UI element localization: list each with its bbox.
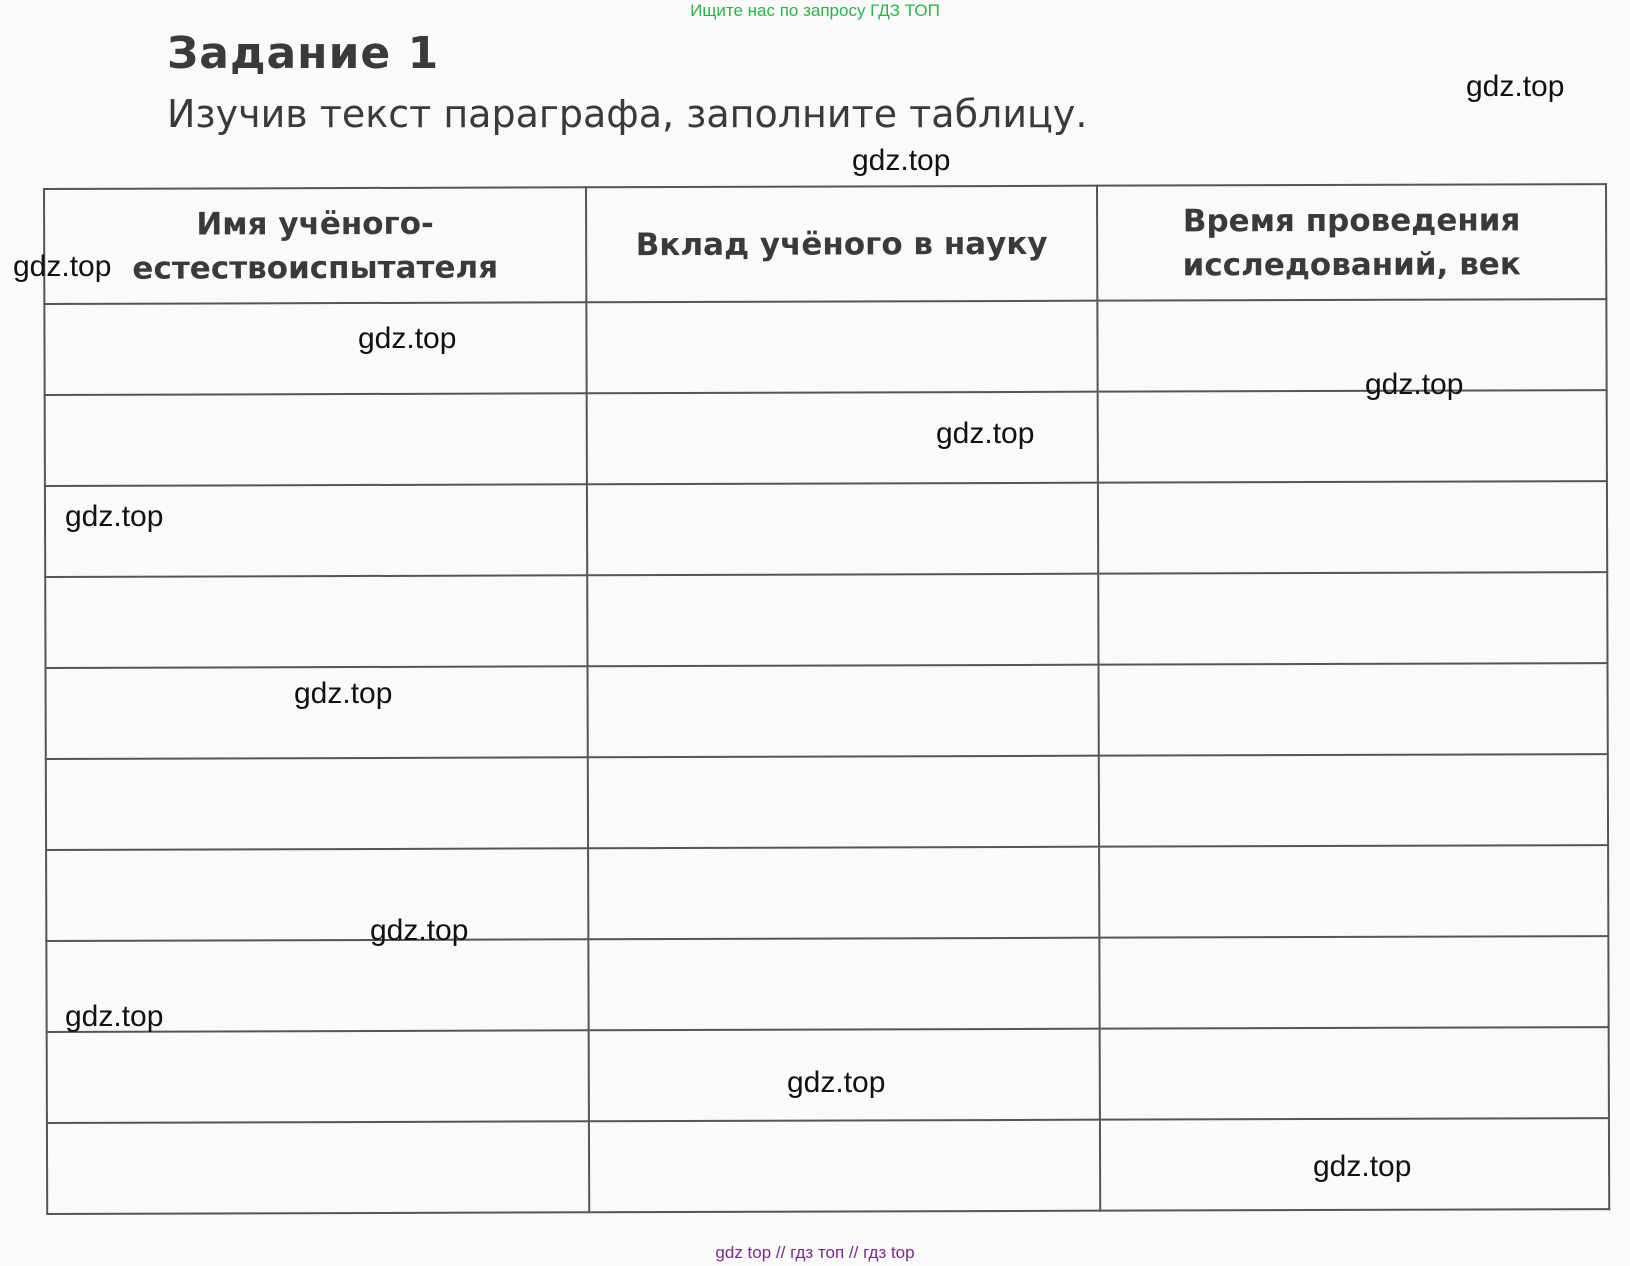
worksheet-table-container bbox=[43, 188, 1605, 1215]
watermark: gdz.top bbox=[294, 677, 393, 710]
watermark: gdz.top bbox=[1313, 1150, 1412, 1183]
table-row bbox=[46, 936, 1608, 1032]
cell-contribution[interactable] bbox=[588, 847, 1099, 940]
cell-research-century[interactable] bbox=[1099, 845, 1608, 938]
watermark: gdz.top bbox=[936, 417, 1035, 450]
cell-research-century[interactable] bbox=[1100, 1027, 1609, 1120]
header-contribution: Вклад учёного в науку bbox=[586, 186, 1097, 303]
cell-research-century[interactable] bbox=[1098, 390, 1607, 483]
watermark: gdz.top bbox=[65, 1000, 164, 1033]
cell-scientist-name[interactable] bbox=[46, 757, 588, 850]
watermark: gdz.top bbox=[787, 1066, 886, 1099]
table-row bbox=[45, 572, 1607, 668]
cell-contribution[interactable] bbox=[588, 665, 1099, 758]
cell-contribution[interactable] bbox=[586, 301, 1097, 394]
watermark: gdz.top bbox=[1365, 368, 1464, 401]
top-banner: Ищите нас по запросу ГДЗ ТОП bbox=[690, 1, 940, 20]
watermark: gdz.top bbox=[370, 914, 469, 947]
cell-scientist-name[interactable] bbox=[46, 848, 588, 941]
table-row bbox=[45, 390, 1607, 486]
table-row bbox=[45, 481, 1607, 577]
bottom-banner: gdz top // гдз топ // гдз top bbox=[715, 1243, 915, 1262]
cell-contribution[interactable] bbox=[588, 756, 1099, 849]
cell-scientist-name[interactable] bbox=[44, 302, 586, 395]
cell-contribution[interactable] bbox=[589, 1120, 1100, 1213]
cell-contribution[interactable] bbox=[588, 938, 1099, 1031]
cell-research-century[interactable] bbox=[1098, 481, 1607, 574]
cell-research-century[interactable] bbox=[1099, 754, 1608, 847]
cell-scientist-name[interactable] bbox=[47, 1030, 589, 1123]
table-row bbox=[46, 663, 1608, 759]
watermark: gdz.top bbox=[13, 250, 112, 283]
watermark: gdz.top bbox=[852, 144, 951, 177]
task-instruction: Изучив текст параграфа, заполните таблицу. bbox=[167, 92, 1088, 136]
cell-research-century[interactable] bbox=[1099, 663, 1608, 756]
scientists-table bbox=[43, 183, 1610, 1215]
table-row bbox=[46, 754, 1608, 850]
header-research-century: Время проведения исследований, век bbox=[1097, 184, 1606, 301]
cell-scientist-name[interactable] bbox=[47, 1121, 589, 1214]
cell-research-century[interactable] bbox=[1097, 299, 1606, 392]
watermark: gdz.top bbox=[1466, 70, 1565, 103]
watermark: gdz.top bbox=[358, 322, 457, 355]
cell-research-century[interactable] bbox=[1099, 936, 1608, 1029]
table-header-row bbox=[44, 184, 1606, 304]
cell-contribution[interactable] bbox=[587, 483, 1098, 576]
watermark: gdz.top bbox=[65, 500, 164, 533]
task-title: Задание 1 bbox=[167, 28, 440, 79]
cell-contribution[interactable] bbox=[587, 574, 1098, 667]
header-scientist-name: Имя учёного- естествоиспытателя bbox=[44, 187, 586, 304]
cell-scientist-name[interactable] bbox=[45, 393, 587, 486]
cell-research-century[interactable] bbox=[1098, 572, 1607, 665]
table-row bbox=[46, 845, 1608, 941]
cell-scientist-name[interactable] bbox=[45, 575, 587, 668]
